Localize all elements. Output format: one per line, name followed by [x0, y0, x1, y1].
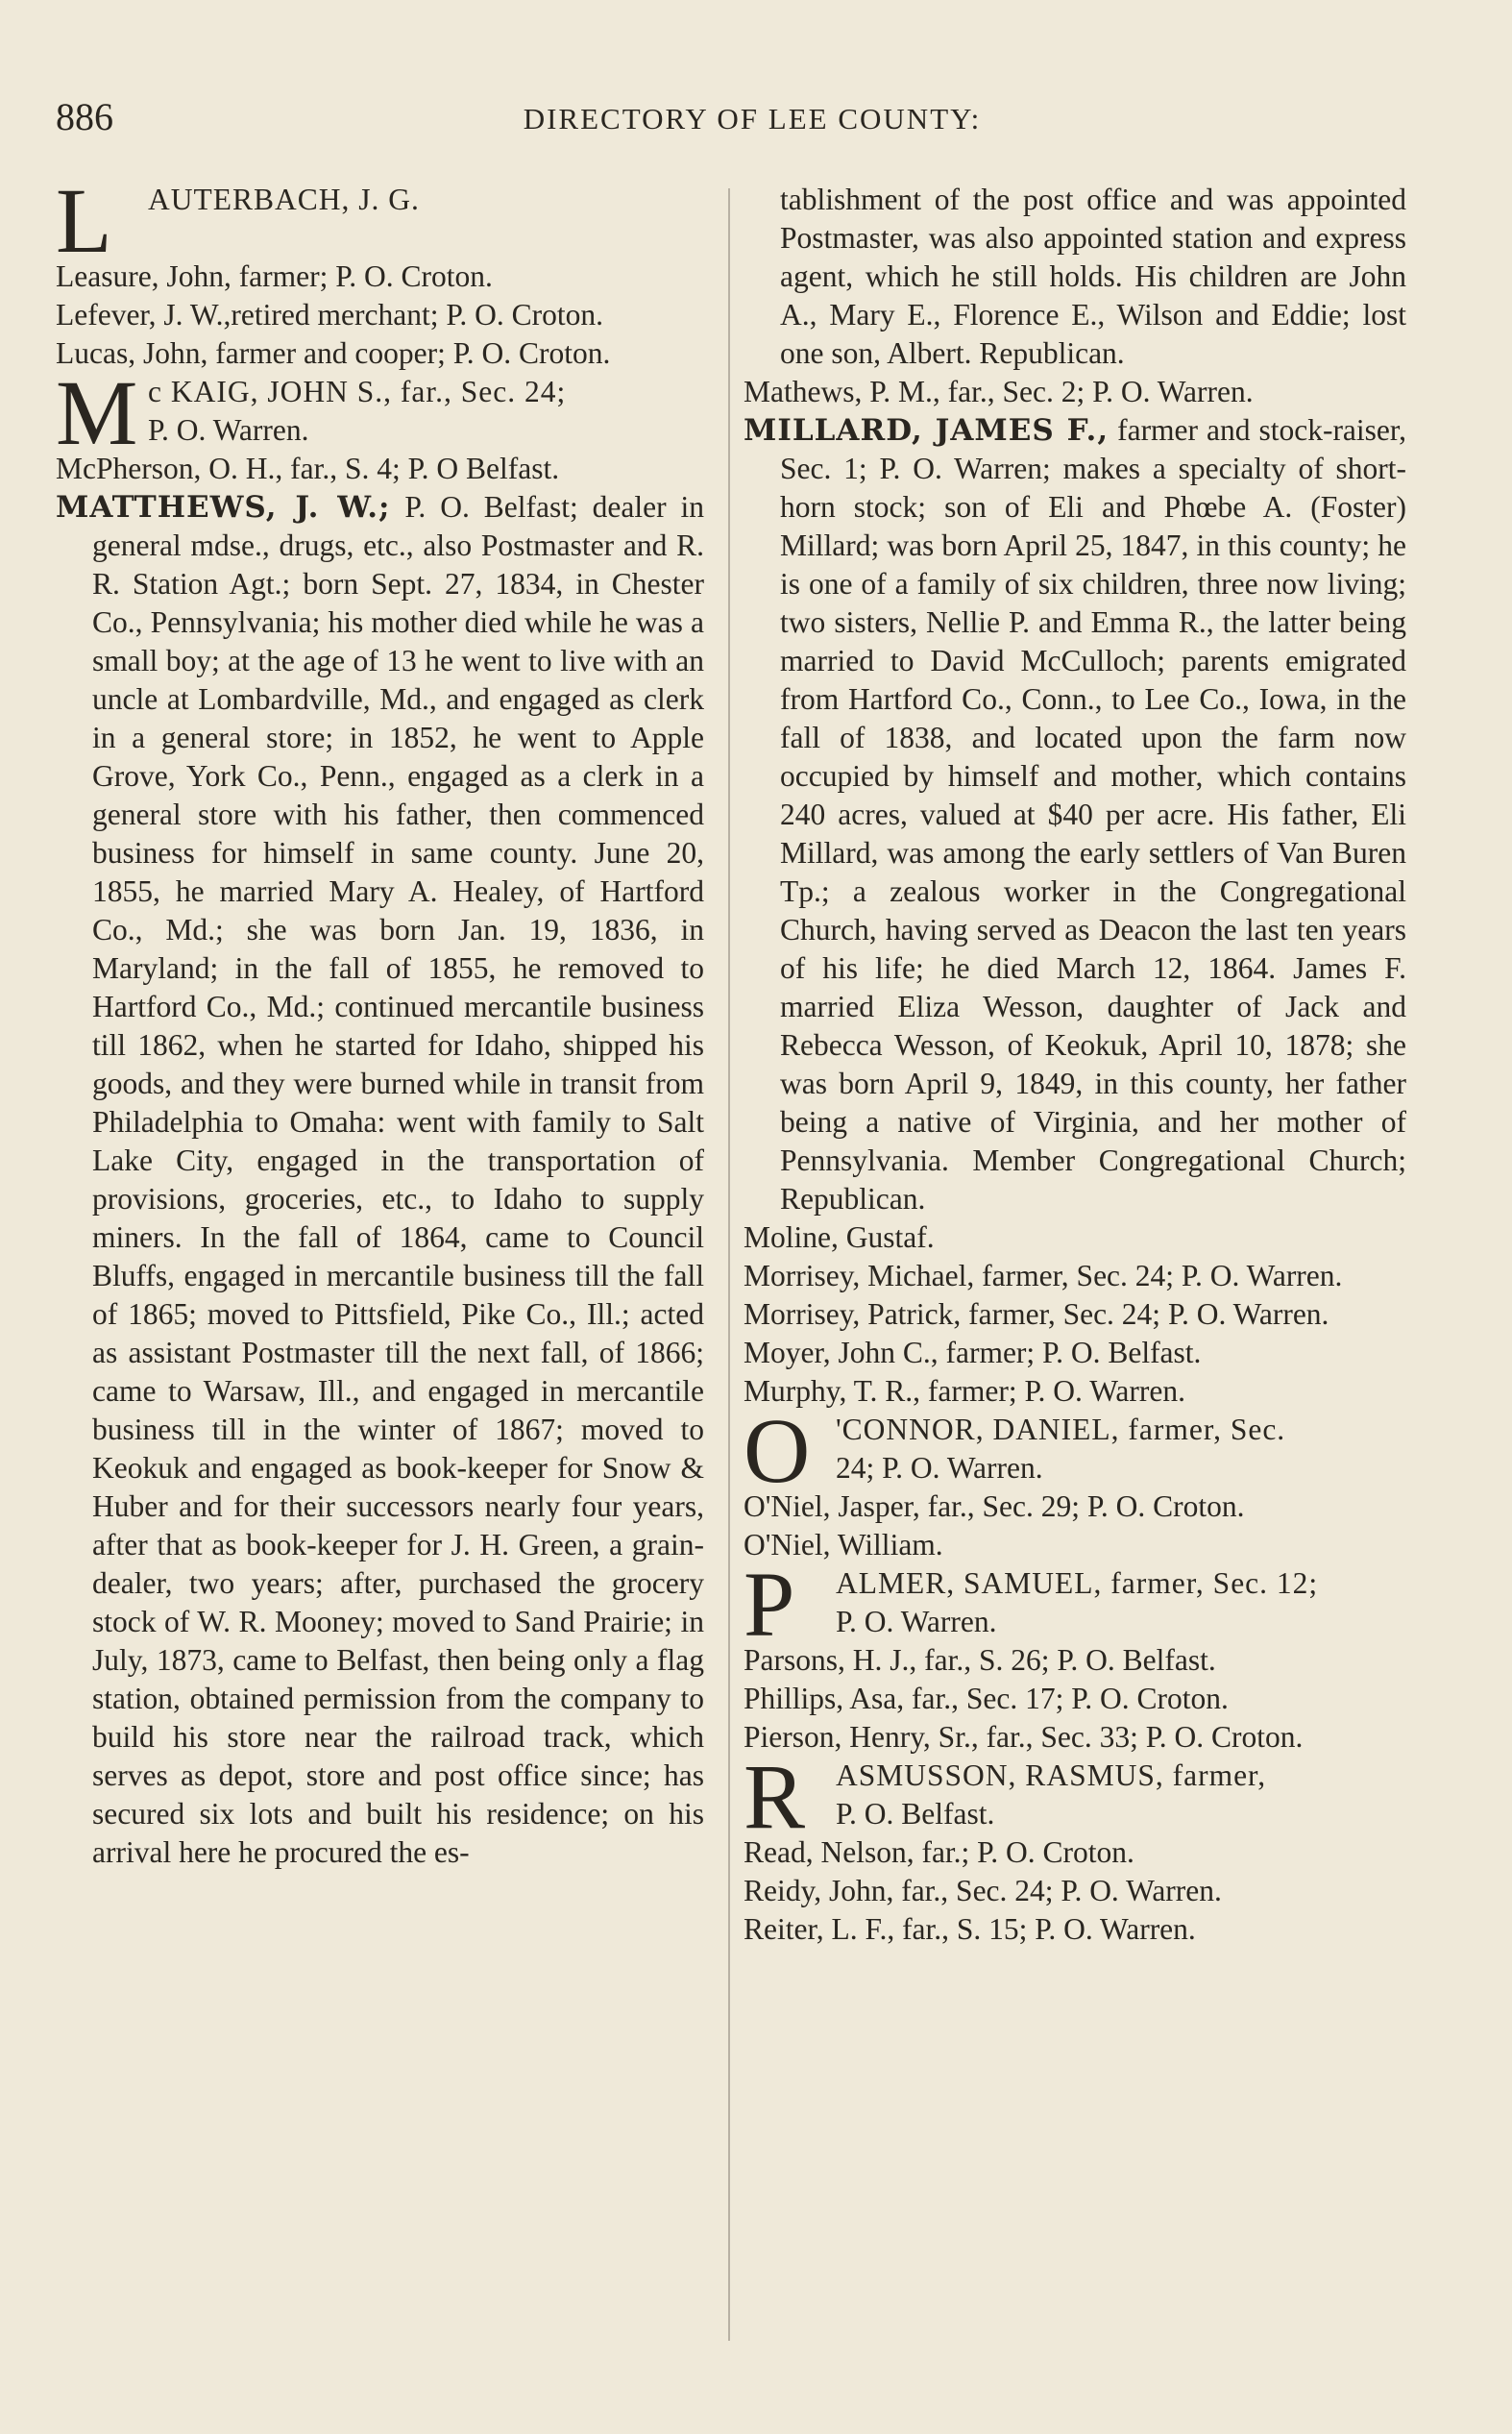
initial-letter: M: [56, 361, 138, 464]
directory-entry: Moyer, John C., farmer; P. O. Belfast.: [744, 1336, 1202, 1369]
directory-entry: Murphy, T. R., farmer; P. O. Warren.: [744, 1374, 1185, 1408]
directory-entry: [744, 1399, 1406, 1502]
directory-entry: McPherson, O. H., far., S. 4; P. O Belfast.: [56, 452, 560, 485]
directory-entry: [744, 1553, 1406, 1656]
directory-entry: Mathews, P. M., far., Sec. 2; P. O. Warren.: [744, 375, 1254, 408]
entry-heading: AUTERBACH, J. G.: [148, 183, 420, 216]
entry-continuation: P. O. Belfast.: [836, 1797, 995, 1831]
directory-entry: Moline, Gustaf.: [744, 1220, 935, 1254]
entry-heading: ASMUSSON, RASMUS, farmer,: [836, 1758, 1267, 1792]
biography-text: P. O. Belfast; dealer in general mdse., drugs, etc., also Postmaster and R. R. Station Agt.; born Sept. 27, 1834, in Chester Co., Pennsylvania; his mother died while he was a small boy; at the age of 13 he went to live with an uncle at Lombardville, Md., and engaged as clerk in a general store; in 1852, he went to Apple Grove, York Co., Penn., engaged as a clerk in a general store with his father, then commenced business for himself in same county. June 20, 1855, he married Mary A. Healey, of Hartford Co., Md.; she was born Jan. 19, 1836, in Maryland; in the fall of 1855, he removed to Hartford Co., Md.; continued mercantile business till 1862, when he started for Idaho, shipped his goods, and they were burned while in transit from Philadelphia to Omaha: went with family to Salt Lake City, engaged in the transportation of provisions, groceries, etc., to Idaho to supply miners. In the fall of 1864, came to Council Bluffs, engaged in mercantile business till the fall of 1865; moved to Pittsfield, Pike Co., Ill.; acted as assistant Postmaster till the next fall, of 1866; came to Warsaw, Ill., and engaged in mercantile business till in the winter of 1867; moved to Keokuk and engaged as book-keeper for Snow & Huber and for their successors nearly four years, after that as book-keeper for J. H. Green, a grain-dealer, two years; after, purchased the grocery stock of W. R. Mooney; moved to Sand Prairie; in July, 1873, came to Belfast, then being only a flag station, obtained permission from the company to build his store near the railroad track, which serves as depot, store and post office since; has secured six lots and built his residence; on his arrival here he procured the es-: [92, 490, 704, 1869]
running-title: DIRECTORY OF LEE COUNTY:: [523, 102, 982, 135]
entry-heading: ALMER, SAMUEL, farmer, Sec. 12;: [836, 1566, 1319, 1600]
entry-continuation: 24; P. O. Warren.: [836, 1451, 1043, 1485]
entry-continuation: P. O. Warren.: [148, 413, 309, 447]
directory-entry: Reidy, John, far., Sec. 24; P. O. Warren.: [744, 1874, 1222, 1907]
initial-letter: O: [744, 1399, 811, 1502]
right-column: [744, 181, 1406, 1949]
directory-entry: Leasure, John, farmer; P. O. Croton.: [56, 259, 493, 293]
directory-entry: Lefever, J. W.,retired merchant; P. O. Croton.: [56, 298, 603, 332]
directory-entry: [56, 361, 704, 464]
directory-entry: Phillips, Asa, far., Sec. 17; P. O. Croton.: [744, 1682, 1229, 1715]
entry-heading: 'CONNOR, DANIEL, farmer, Sec.: [836, 1413, 1286, 1446]
page-number: 886: [56, 95, 113, 138]
initial-letter: R: [744, 1745, 806, 1848]
directory-entry: Pierson, Henry, Sr., far., Sec. 33; P. O. Croton.: [744, 1720, 1304, 1754]
directory-entry: Lucas, John, farmer and cooper; P. O. Croton.: [56, 336, 611, 370]
directory-entry: Parsons, H. J., far., S. 26; P. O. Belfast.: [744, 1643, 1216, 1677]
biography-text: farmer and stock-raiser, Sec. 1; P. O. Warren; makes a specialty of short-horn stock; son of Eli and Phœbe A. (Foster) Millard; was born April 25, 1847, in this county; he is one of a family of six children, three now living; two sisters, Nellie P. and Emma R., the latter being married to David McCulloch; parents emigrated from Hartford Co., Conn., to Lee Co., Iowa, in the fall of 1838, and located upon the farm now occupied by himself and mother, which contains 240 acres, valued at $40 per acre. His father, Eli Millard, was among the early settlers of Van Buren Tp.; a zealous worker in the Congregational Church, having served as Deacon the last ten years of his life; he died March 12, 1864. James F. married Eliza Wesson, daughter of Jack and Rebecca Wesson, of Keokuk, April 10, 1878; she was born April 9, 1849, in this county, her father being a native of Virginia, and her mother of Pennsylvania. Member Congregational Church; Republican.: [780, 413, 1407, 1216]
directory-entry: O'Niel, William.: [744, 1528, 943, 1561]
page-header: [56, 94, 1449, 152]
left-column: [56, 169, 704, 1872]
directory-entry: O'Niel, Jasper, far., Sec. 29; P. O. Croton.: [744, 1489, 1245, 1523]
directory-entry: [56, 169, 704, 272]
directory-entry: [744, 1745, 1406, 1848]
biography-name: MILLARD, JAMES F.,: [744, 413, 1110, 448]
directory-entry: Morrisey, Patrick, farmer, Sec. 24; P. O. Warren.: [744, 1297, 1329, 1331]
initial-letter: P: [744, 1553, 795, 1656]
biography-entry: [744, 411, 1406, 1218]
initial-letter: L: [56, 169, 112, 272]
biography-entry: [56, 488, 704, 1872]
directory-entry: Read, Nelson, far.; P. O. Croton.: [744, 1835, 1134, 1869]
directory-entry: Reiter, L. F., far., S. 15; P. O. Warren.: [744, 1912, 1196, 1946]
entry-continuation: P. O. Warren.: [836, 1605, 997, 1638]
directory-entry: Morrisey, Michael, farmer, Sec. 24; P. O. Warren.: [744, 1259, 1343, 1292]
column-divider: [728, 188, 730, 2341]
entry-heading: c KAIG, JOHN S., far., Sec. 24;: [148, 375, 567, 408]
biography-name: MATTHEWS, J. W.;: [56, 490, 391, 525]
biography-continuation: tablishment of the post office and was appointed Postmaster, was also appointed station and express agent, which he still holds. His children are John A., Mary E., Florence E., Wilson and Eddie; lost one son, Albert. Republican.: [780, 183, 1406, 370]
